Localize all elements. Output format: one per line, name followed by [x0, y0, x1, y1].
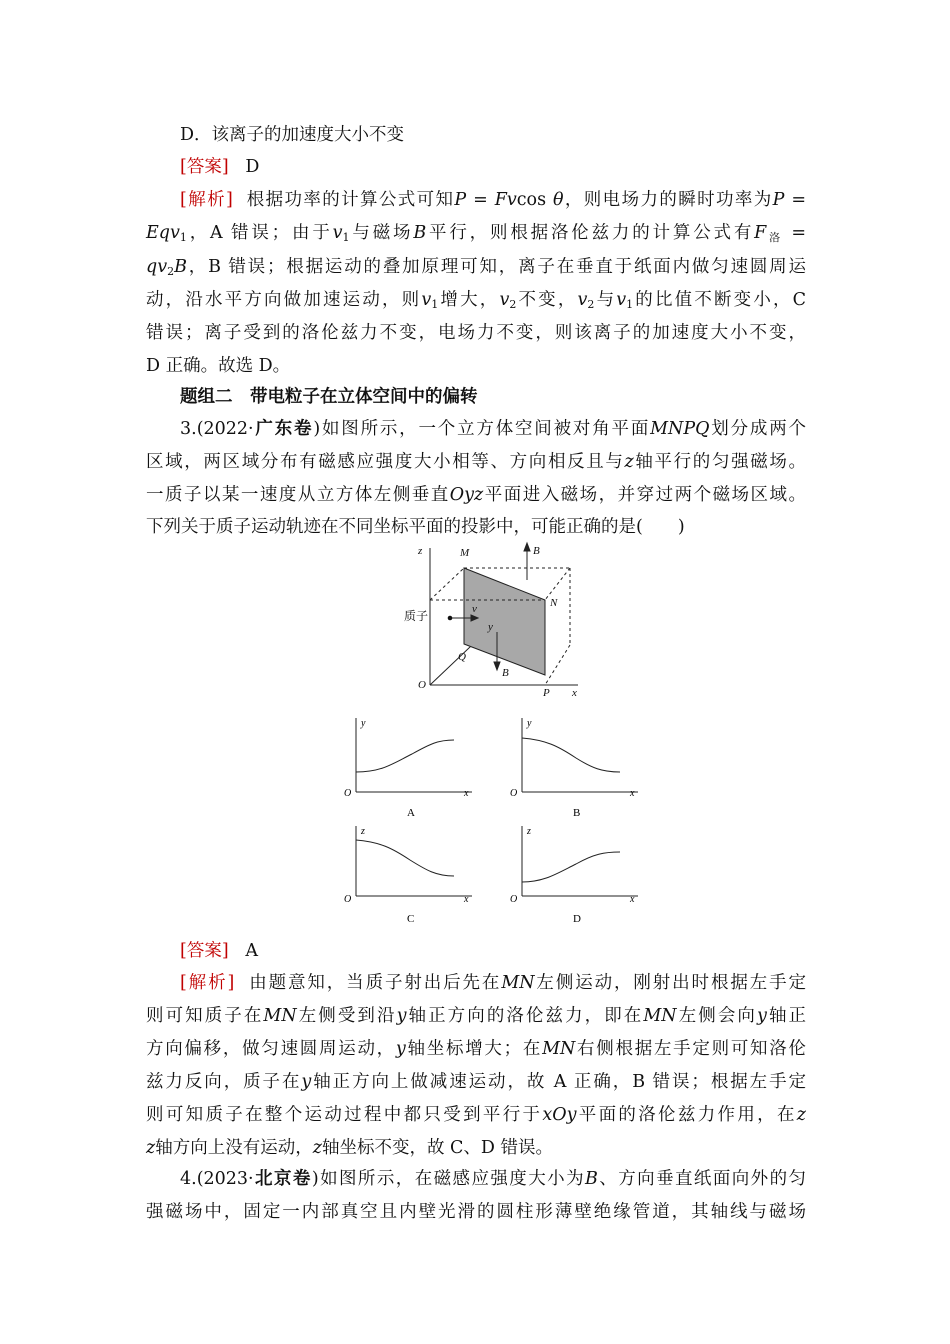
question-line: [180, 418, 806, 440]
answer-value: D: [245, 157, 260, 177]
question-line: 下列关于质子运动轨迹在不同坐标平面的投影中，可能正确的是( ): [146, 517, 685, 537]
fig-label-x: x: [572, 687, 577, 699]
fig-label-b: B: [533, 545, 540, 557]
graph-option-label: D: [573, 913, 581, 925]
text: MN: [542, 1039, 576, 1059]
fig-label-q: Q: [458, 651, 466, 663]
text: 右侧根据左手定则可知洛伦: [575, 1039, 807, 1059]
fig-label-n: N: [550, 597, 558, 609]
cube-figure: [400, 540, 600, 700]
analysis-line: [146, 1005, 806, 1027]
text: 1: [179, 231, 187, 244]
analysis-line: [146, 256, 806, 283]
arrow-head-icon: [494, 662, 500, 670]
analysis-line: [146, 1137, 553, 1159]
text: 增大，: [438, 290, 500, 310]
text: 广东卷: [253, 419, 314, 439]
graph-axis-label: y: [527, 718, 532, 729]
text: 轴平行的匀强磁场。: [633, 452, 807, 472]
text: 则可知质子在: [146, 1006, 264, 1026]
text: 轴正方向上做减速运动，故 A 正确，B 错误；根据左手定: [311, 1072, 807, 1092]
text: v: [616, 290, 627, 310]
text: 轴方向上没有运动，: [155, 1138, 313, 1158]
text: F: [494, 190, 507, 210]
analysis-line: [146, 289, 806, 316]
graph-axis-label: y: [361, 718, 366, 729]
text: 轴坐标不变，故 C、D 错误。: [321, 1138, 554, 1158]
graph-origin: O: [344, 894, 352, 905]
text: 方向偏移，做匀速圆周运动，: [146, 1039, 396, 1059]
text: q: [146, 257, 158, 277]
text: 轴正方向的洛伦兹力，即在: [406, 1006, 644, 1026]
graph-option-label: C: [407, 913, 415, 925]
graph-option-label: A: [407, 807, 415, 819]
analysis-line: [146, 1104, 806, 1126]
text: Oyz: [449, 485, 484, 505]
text: )如图所示，一个立方体空间被对角平面: [313, 419, 651, 439]
text: v: [421, 290, 432, 310]
text: θ: [553, 190, 564, 210]
question-line: 强磁场中，固定一内部真空且内壁光滑的圆柱形薄壁绝缘管道，其轴线与磁场: [146, 1202, 806, 1222]
text: F: [754, 223, 767, 243]
trajectory-curve: [356, 840, 454, 876]
text: 平面进入磁场，并穿过两个磁场区域。: [483, 485, 807, 505]
text: v: [157, 257, 168, 277]
text: 则可知质子在整个运动过程中都只受到平行于: [146, 1105, 543, 1125]
text: 轴正: [766, 1006, 807, 1026]
answer-tag: [答案]: [180, 157, 229, 177]
fig-label-y: y: [488, 621, 493, 633]
graph-origin: O: [510, 894, 518, 905]
text: 3.(2022·: [180, 419, 254, 439]
graph-origin: O: [344, 788, 352, 799]
fig-label-z: z: [418, 545, 423, 557]
text: P: [772, 190, 785, 210]
answer-tag: [答案]: [180, 941, 229, 961]
text: v: [169, 223, 180, 243]
text: 4.(2023·: [180, 1169, 254, 1189]
graph-a: [342, 712, 477, 824]
text: 北京卷: [253, 1169, 312, 1189]
text: 由题意知，当质子射出后先在: [249, 973, 502, 993]
text: ，B 错误；根据运动的叠加原理可知，离子在垂直于纸面内做匀速圆周运: [186, 257, 806, 277]
trajectory-curve: [522, 852, 620, 882]
question-line: [180, 1168, 806, 1190]
text: v: [332, 223, 343, 243]
text: z: [796, 1105, 807, 1125]
text: 与: [594, 290, 617, 310]
answer-2: [180, 940, 258, 962]
graph-b: [508, 712, 643, 824]
analysis-line: 错误；离子受到的洛伦兹力不变，电场力不变，则该离子的加速度大小不变，: [146, 323, 806, 343]
text: 轴坐标增大；在: [405, 1039, 543, 1059]
text: z: [624, 452, 634, 472]
text: cos: [516, 190, 553, 210]
graph-option-label: B: [573, 807, 581, 819]
text: MN: [643, 1006, 677, 1026]
text: y: [395, 1039, 406, 1059]
graph-origin: O: [510, 788, 518, 799]
text: 1: [342, 231, 350, 244]
text: v: [577, 290, 588, 310]
analysis-tag: [解析]: [180, 190, 233, 210]
text: 、方向垂直纸面向外的匀: [597, 1169, 807, 1189]
text: 平面的洛伦兹力作用，在: [576, 1105, 797, 1125]
fig-label-proton: 质子: [404, 609, 429, 623]
text: 洛: [766, 231, 783, 244]
graph-x-label: x: [630, 788, 635, 799]
fig-label-o: O: [418, 679, 426, 691]
text: 与磁场: [349, 223, 414, 243]
text: 兹力反向，质子在: [146, 1072, 302, 1092]
text: 2: [509, 298, 517, 311]
text: 1: [626, 298, 634, 311]
trajectory-curve: [522, 738, 620, 772]
text: 2: [587, 298, 595, 311]
text: q: [158, 223, 170, 243]
graph-axis-label: z: [527, 826, 531, 837]
text: v: [499, 290, 510, 310]
text: )如图所示，在磁感应强度大小为: [311, 1169, 585, 1189]
graph-d: [508, 824, 643, 936]
text: B: [413, 223, 427, 243]
diagonal-plane: [464, 568, 545, 675]
fig-label-b2: B: [502, 667, 509, 679]
graph-x-label: x: [630, 894, 635, 905]
text: xOy: [542, 1105, 577, 1125]
text: y: [396, 1006, 407, 1026]
text: MN: [263, 1006, 297, 1026]
text: y: [301, 1072, 312, 1092]
answer-value: A: [245, 941, 258, 961]
text: 划分成两个: [709, 419, 807, 439]
option-d: D．该离子的加速度大小不变: [180, 125, 405, 145]
analysis-line: [180, 189, 806, 211]
text: 不变，: [516, 290, 578, 310]
text: ，A 错误；由于: [186, 223, 333, 243]
text: 左侧运动，刚射出时根据左手定: [534, 973, 807, 993]
text: 左侧受到沿: [296, 1006, 397, 1026]
text: z: [312, 1138, 322, 1158]
text: 的比值不断变小，C: [633, 290, 807, 310]
text: ，则电场力的瞬时功率为: [563, 190, 773, 210]
graph-c: [342, 824, 477, 936]
arrow-head-icon: [524, 543, 530, 551]
trajectory-curve: [356, 740, 454, 772]
text: =: [466, 190, 495, 210]
text: 根据功率的计算公式可知: [246, 190, 455, 210]
text: 一质子以某一速度从立方体左侧垂直: [146, 485, 450, 505]
analysis-line: [146, 1071, 806, 1093]
question-line: [146, 484, 806, 506]
question-line: [146, 451, 806, 473]
text: y: [756, 1006, 767, 1026]
text: E: [146, 223, 159, 243]
text: =: [784, 190, 806, 210]
text: 2: [167, 265, 175, 278]
text: =: [782, 223, 807, 243]
text: B: [174, 257, 187, 277]
text: B: [585, 1169, 598, 1189]
fig-label-p: P: [543, 687, 550, 699]
text: MNPQ: [650, 419, 710, 439]
text: 区域，两区域分布有磁感应强度大小相等、方向相反且与: [146, 452, 625, 472]
text: P: [454, 190, 467, 210]
text: 动，沿水平方向做加速运动，则: [146, 290, 422, 310]
fig-label-m: M: [460, 547, 470, 559]
section-heading: 题组二 带电粒子在立体空间中的偏转: [180, 387, 478, 407]
fig-label-v: v: [472, 603, 477, 615]
answer-1: [180, 156, 259, 178]
graph-x-label: x: [464, 894, 469, 905]
text: v: [506, 190, 517, 210]
proton-dot: [448, 616, 453, 621]
analysis-line: D 正确。故选 D。: [146, 356, 291, 376]
text: MN: [501, 973, 535, 993]
analysis-line: [180, 972, 806, 994]
text: z: [146, 1138, 156, 1158]
text: 1: [431, 298, 439, 311]
analysis-tag: [解析]: [180, 973, 235, 993]
graph-x-label: x: [464, 788, 469, 799]
analysis-line: [146, 1038, 806, 1060]
analysis-line: [146, 222, 806, 249]
graph-axis-label: z: [361, 826, 365, 837]
text: 平行，则根据洛伦兹力的计算公式有: [426, 223, 755, 243]
text: 左侧会向: [676, 1006, 757, 1026]
